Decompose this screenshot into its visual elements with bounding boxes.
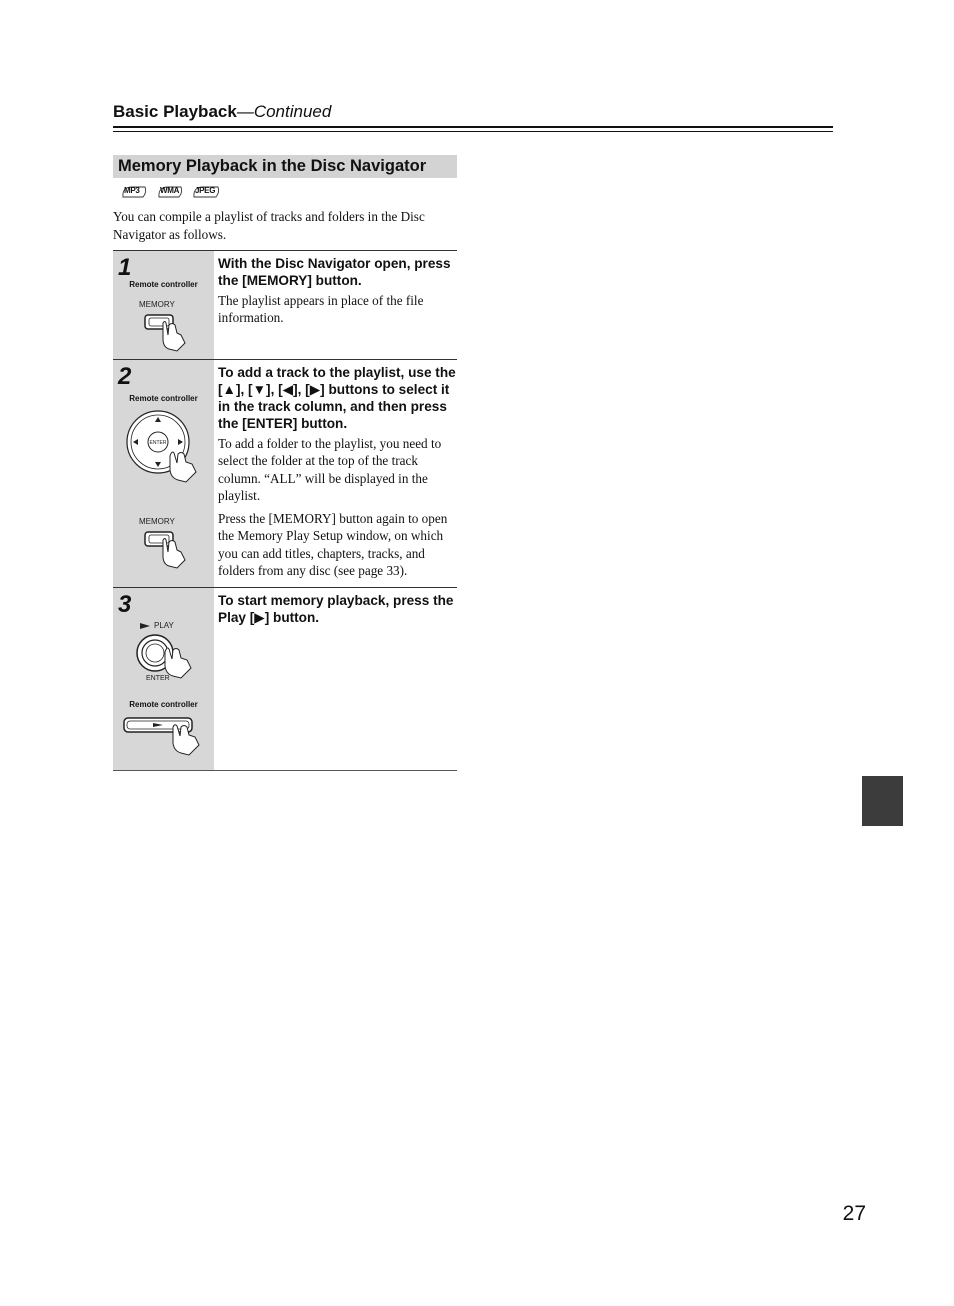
header-rule-thin — [113, 131, 833, 132]
remote-controller-label: Remote controller — [129, 280, 198, 289]
step-number: 2 — [118, 363, 132, 390]
format-badge-text: WMA — [160, 186, 180, 195]
intro-text: You can compile a playlist of tracks and folders in the Disc Navigator as follows. — [113, 209, 425, 242]
step-paragraph: Press the [MEMORY] button again to open the Memory Play Setup window, on which you can add titles, chapters, tracks, and folders from any disc (see page 33). — [218, 511, 448, 579]
step-instruction: With the Disc Navigator open, press the [MEMORY] button. — [218, 256, 451, 288]
step-number: 3 — [118, 591, 132, 618]
step-3-content — [218, 588, 457, 637]
header-rule-thick — [113, 126, 833, 128]
direction-pad-press-icon — [124, 408, 204, 486]
memory-button-press-icon — [141, 528, 191, 570]
step-2-illustration-panel — [113, 360, 214, 587]
step-1 — [113, 250, 457, 359]
page-number: 27 — [842, 1202, 866, 1225]
step-3-illustration-panel — [113, 588, 214, 770]
step-paragraph: To add a folder to the playlist, you need to select the folder at the top of the track column. “ALL” will be displayed in the playlist. — [218, 436, 442, 503]
step-2 — [113, 359, 457, 587]
section-title: Memory Playback in the Disc Navigator — [113, 155, 457, 178]
format-badge-text: JPEG — [195, 186, 216, 195]
steps-table — [113, 250, 457, 771]
step-paragraph: The playlist appears in place of the file information. — [218, 293, 424, 326]
play-triangle-icon — [139, 622, 151, 630]
step-2-content — [218, 360, 457, 593]
step-1-illustration-panel — [113, 251, 214, 359]
remote-controller-label: Remote controller — [129, 700, 198, 709]
step-instruction: To start memory playback, press the Play [▶] button. — [218, 593, 454, 625]
remote-controller-label: Remote controller — [129, 394, 198, 403]
chapter-side-tab — [862, 776, 903, 826]
step-number: 1 — [118, 254, 132, 281]
enter-button-label: ENTER — [146, 675, 170, 682]
memory-button-label: MEMORY — [139, 300, 175, 309]
step-1-content — [218, 251, 457, 341]
step-instruction: To add a track to the playlist, use the [▲], [▼], [◀], [▶] buttons to select it in the track column, and then press the [ENTER] button. — [218, 365, 456, 431]
memory-button-label: MEMORY — [139, 517, 175, 526]
memory-button-press-icon — [141, 311, 191, 353]
remote-play-button-press-icon — [121, 715, 207, 759]
play-button-label: PLAY — [154, 621, 174, 630]
header-title: Basic Playback — [113, 102, 237, 121]
header-continued: —Continued — [236, 102, 332, 121]
step-3 — [113, 587, 457, 771]
enter-button-text: ENTER — [149, 440, 167, 446]
running-header — [113, 101, 833, 123]
format-badge-text: MP3 — [124, 186, 140, 195]
running-header-title — [113, 101, 833, 123]
